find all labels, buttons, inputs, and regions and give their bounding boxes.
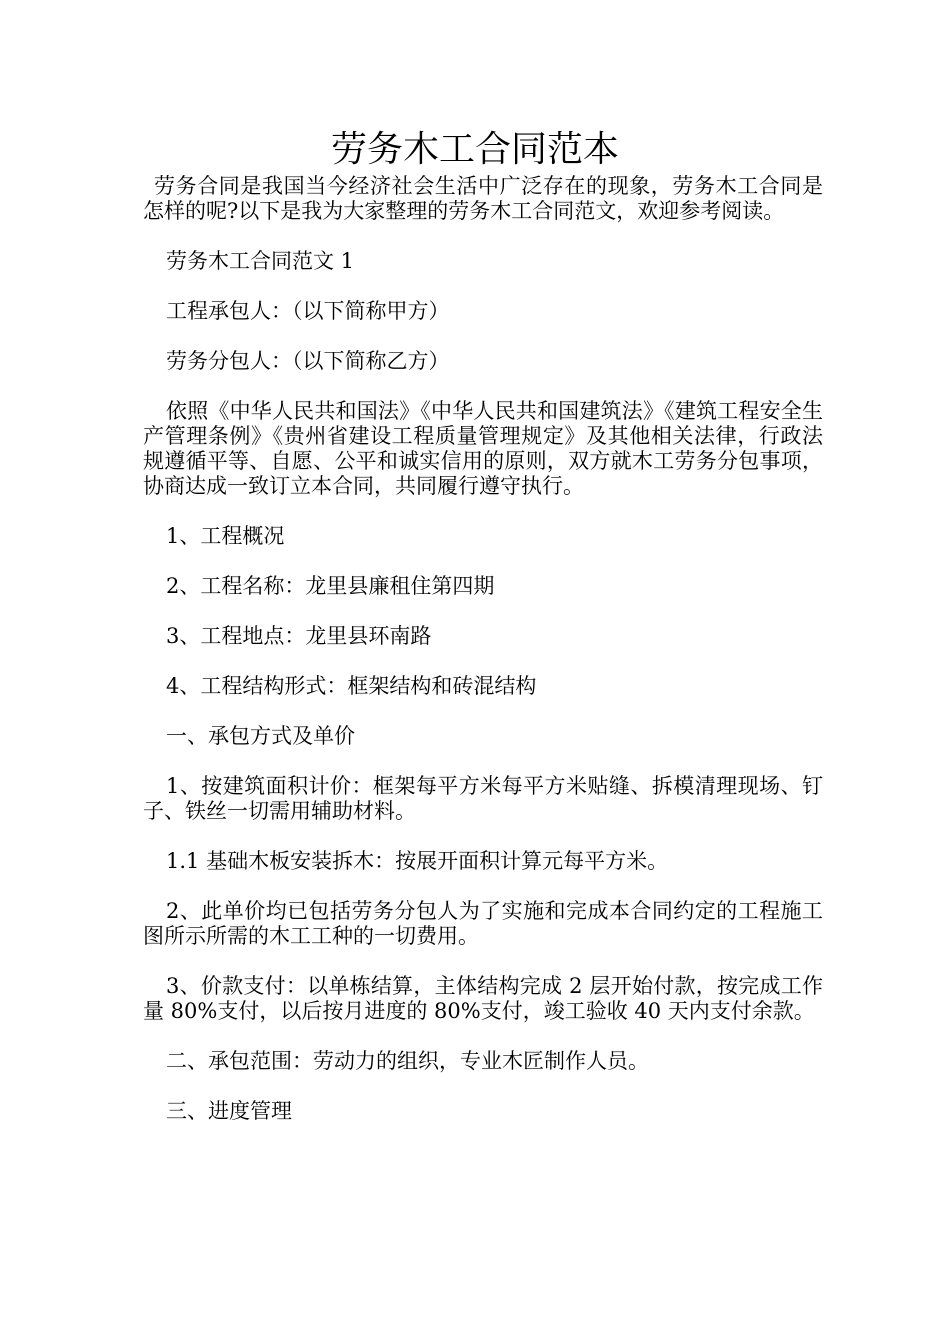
legal-basis-paragraph: 依照《中华人民共和国法》《中华人民共和国建筑法》《建筑工程安全生产管理条例》《贵州省建设工程质量管理规定》及其他相关法律，行政法规遵循平等、自愿、公平和诚实信用的原则，双方就木工劳务分包事项，协商达成一致订立本合同，共同履行遵守执行。 (143, 399, 823, 498)
project-name-line: 2、工程名称：龙里县廉租住第四期 (166, 574, 495, 598)
project-structure-line: 4、工程结构形式：框架结构和砖混结构 (166, 674, 537, 698)
project-location-line: 3、工程地点：龙里县环南路 (166, 624, 432, 648)
party-b-line: 劳务分包人：（以下简称乙方） (166, 349, 450, 373)
contract-method-heading: 一、承包方式及单价 (166, 724, 355, 748)
payment-clause-3: 3、价款支付：以单栋结算，主体结构完成 2 层开始付款，按完成工作量 80%支付，以后按月进度的 80%支付，竣工验收 40 天内支付余款。 (143, 974, 823, 1023)
document-title: 劳务木工合同范本 (330, 129, 619, 170)
pricing-clause-1: 1、按建筑面积计价：框架每平方米每平方米贴缝、拆模清理现场、钉子、铁丝一切需用辅助材料。 (143, 774, 823, 823)
pricing-clause-1-1: 1.1 基础木板安装拆木：按展开面积计算元每平方米。 (166, 849, 669, 873)
section-heading-contract-1: 劳务木工合同范文 1 (166, 249, 355, 273)
progress-heading: 三、进度管理 (166, 1099, 292, 1123)
document-body (143, 174, 823, 1149)
party-a-line: 工程承包人：（以下简称甲方） (166, 299, 450, 323)
intro-paragraph: 劳务合同是我国当今经济社会生活中广泛存在的现象，劳务木工合同是怎样的呢?以下是我为大家整理的劳务木工合同范文，欢迎参考阅读。 (143, 174, 823, 223)
scope-heading: 二、承包范围：劳动力的组织，专业木匠制作人员。 (166, 1049, 649, 1073)
pricing-clause-2: 2、此单价均已包括劳务分包人为了实施和完成本合同约定的工程施工图所示所需的木工工种的一切费用。 (143, 899, 823, 948)
project-overview-heading: 1、工程概况 (166, 524, 285, 548)
